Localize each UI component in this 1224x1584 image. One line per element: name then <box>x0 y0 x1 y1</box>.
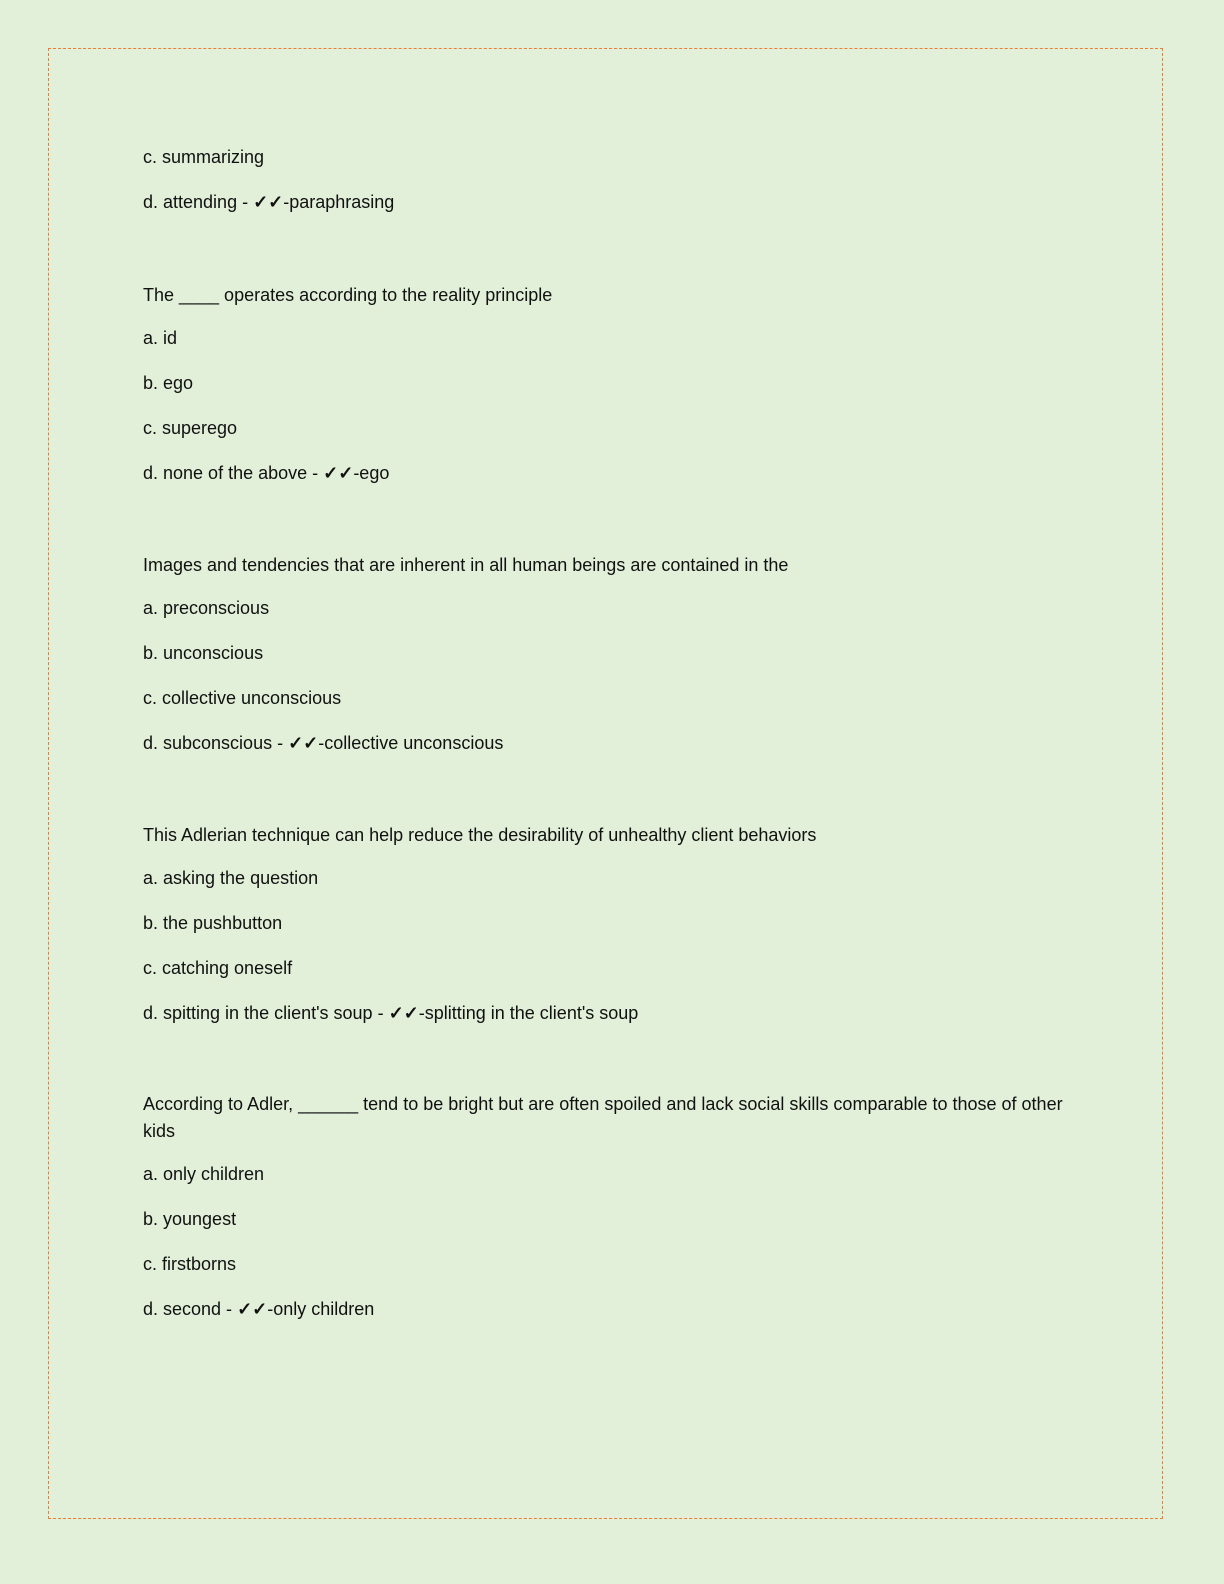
option-text: d. none of the above - <box>143 463 324 483</box>
question-block-2 <box>143 282 1063 507</box>
option-answer <box>143 1002 1063 1047</box>
answer-text: -collective unconscious <box>318 733 504 753</box>
option: c. firstborns <box>143 1254 237 1274</box>
option-text: d. second - <box>143 1299 238 1319</box>
option: c. summarizing <box>143 147 265 167</box>
option: a. id <box>143 328 178 348</box>
option: b. youngest <box>143 1209 237 1229</box>
answer-text: -paraphrasing <box>283 192 395 212</box>
option: a. asking the question <box>143 868 319 888</box>
option-text: d. spitting in the client's soup - <box>143 1003 389 1023</box>
option: b. the pushbutton <box>143 913 283 933</box>
answer-text: -splitting in the client's soup <box>418 1003 639 1023</box>
option: c. superego <box>143 418 238 438</box>
option-text: d. subconscious - <box>143 733 289 753</box>
option-answer <box>143 1298 1063 1343</box>
question-block-5 <box>143 1091 1063 1343</box>
question-text: This Adlerian technique can help reduce the desirability of unhealthy client behaviors <box>143 825 817 845</box>
question-text: According to Adler, ______ tend to be bright but are often spoiled and lack social skills comparable to those of other kids <box>143 1094 1063 1141</box>
option-answer <box>143 191 1063 236</box>
checkmark-icon: ✓✓ <box>288 733 319 753</box>
option: b. unconscious <box>143 643 264 663</box>
question-text: Images and tendencies that are inherent in all human beings are contained in the <box>143 555 789 575</box>
option: a. only children <box>143 1164 265 1184</box>
question-block-3 <box>143 552 1063 777</box>
question-text: The ____ operates according to the reality principle <box>143 285 553 305</box>
question-block-4 <box>143 822 1063 1047</box>
option: c. collective unconscious <box>143 688 342 708</box>
answer-text: -ego <box>353 463 390 483</box>
checkmark-icon: ✓✓ <box>323 463 354 483</box>
question-block-1 <box>143 146 1063 236</box>
answer-text: -only children <box>267 1299 375 1319</box>
option: b. ego <box>143 373 194 393</box>
checkmark-icon: ✓✓ <box>253 192 284 212</box>
checkmark-icon: ✓✓ <box>388 1003 419 1023</box>
checkmark-icon: ✓✓ <box>237 1299 268 1319</box>
option: c. catching oneself <box>143 958 293 978</box>
option-answer <box>143 462 1063 507</box>
option: a. preconscious <box>143 598 270 618</box>
option-text: d. attending - <box>143 192 254 212</box>
option-answer <box>143 732 1063 777</box>
